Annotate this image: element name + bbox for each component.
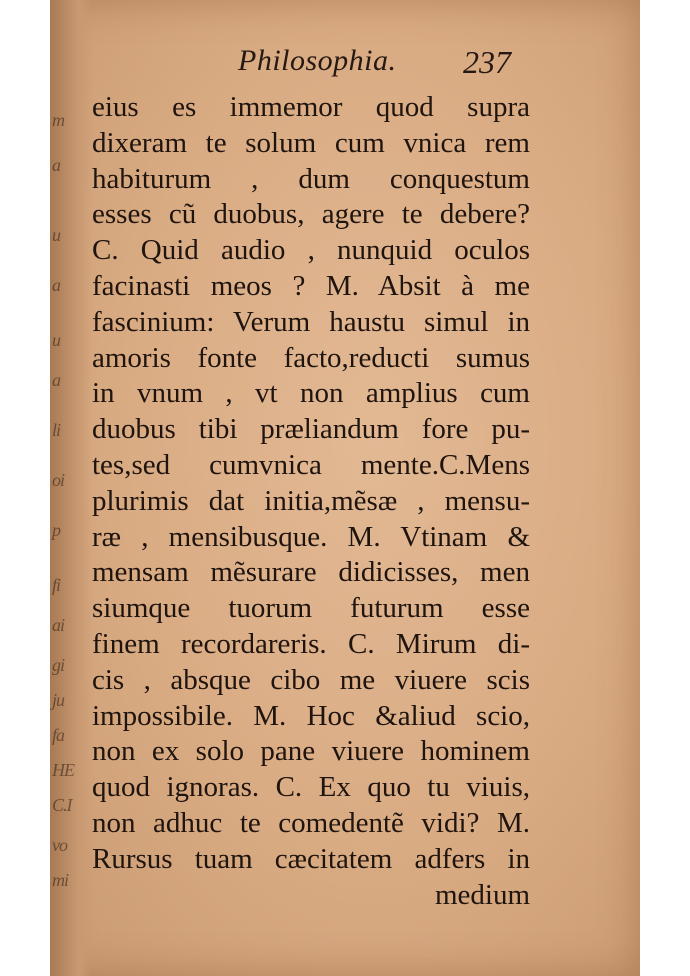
text-line: finem recordareris. C. Mirum di-	[92, 627, 530, 660]
gutter-bleed-text: ju	[52, 690, 65, 710]
text-line: fascinium: Verum haustu simul in	[92, 305, 530, 338]
gutter-bleed-text: li	[52, 420, 61, 440]
text-line: C. Quid audio , nunquid oculos	[92, 234, 530, 267]
text-line: duobus tibi præliandum fore pu-	[92, 413, 530, 446]
text-line: impossibile. M. Hoc &aliud scio,	[92, 699, 530, 732]
body-text	[92, 90, 530, 913]
text-line: amoris fonte facto,reducti sumus	[92, 341, 530, 374]
text-line: siumque tuorum futurum esse	[92, 592, 530, 625]
gutter-bleed-text: oi	[52, 470, 65, 490]
text-line: facinasti meos ? M. Absit à me	[92, 269, 530, 302]
gutter-bleed-text: ai	[52, 615, 65, 635]
text-line: in vnum , vt non amplius cum	[92, 377, 530, 410]
text-line: Rursus tuam cæcitatem adfers in	[92, 842, 530, 875]
text-line: dixeram te solum cum vnica rem	[92, 126, 530, 159]
gutter-bleed-text: p	[52, 520, 60, 540]
gutter-bleed-text: HE	[52, 760, 74, 780]
gutter-bleed-text: a	[52, 370, 60, 390]
page-number: 237	[463, 44, 511, 80]
gutter-bleed-text: C.I	[52, 795, 72, 815]
text-line: mensam mẽsurare didicisses, men	[92, 556, 530, 589]
running-header-title: Philosophia.	[238, 44, 397, 77]
text-line: eius es immemor quod supra	[92, 91, 530, 123]
text-line: esses cũ duobus, agere te debere?	[92, 198, 530, 231]
page-gutter	[50, 0, 92, 976]
text-line: ræ , mensibusque. M. Vtinam &	[92, 520, 530, 553]
text-line: non adhuc te comedentẽ vidi? M.	[92, 806, 530, 839]
text-line: quod ignoras. C. Ex quo tu viuis,	[92, 771, 530, 804]
gutter-bleed-text: u	[52, 330, 60, 350]
text-line: habiturum , dum conquestum	[92, 162, 530, 195]
gutter-bleed-text: mi	[52, 870, 68, 890]
gutter-bleed-text: fi	[52, 575, 61, 595]
gutter-bleed-text: u	[52, 225, 60, 245]
gutter-bleed-text: m	[52, 110, 64, 130]
gutter-bleed-text: a	[52, 275, 60, 295]
text-line: plurimis dat initia,mẽsæ , mensu-	[92, 484, 530, 517]
gutter-bleed-text: fa	[52, 725, 65, 745]
catchword-line: medium	[434, 878, 530, 911]
text-line: non ex solo pane viuere hominem	[92, 735, 530, 768]
gutter-bleed-text: gi	[52, 655, 65, 675]
gutter-bleed-text: a	[52, 155, 60, 175]
gutter-bleed-text: vo	[52, 835, 67, 855]
text-line: tes,sed cumvnica mente.C.Mens	[92, 448, 530, 481]
text-line: cis , absque cibo me viuere scis	[92, 663, 530, 696]
